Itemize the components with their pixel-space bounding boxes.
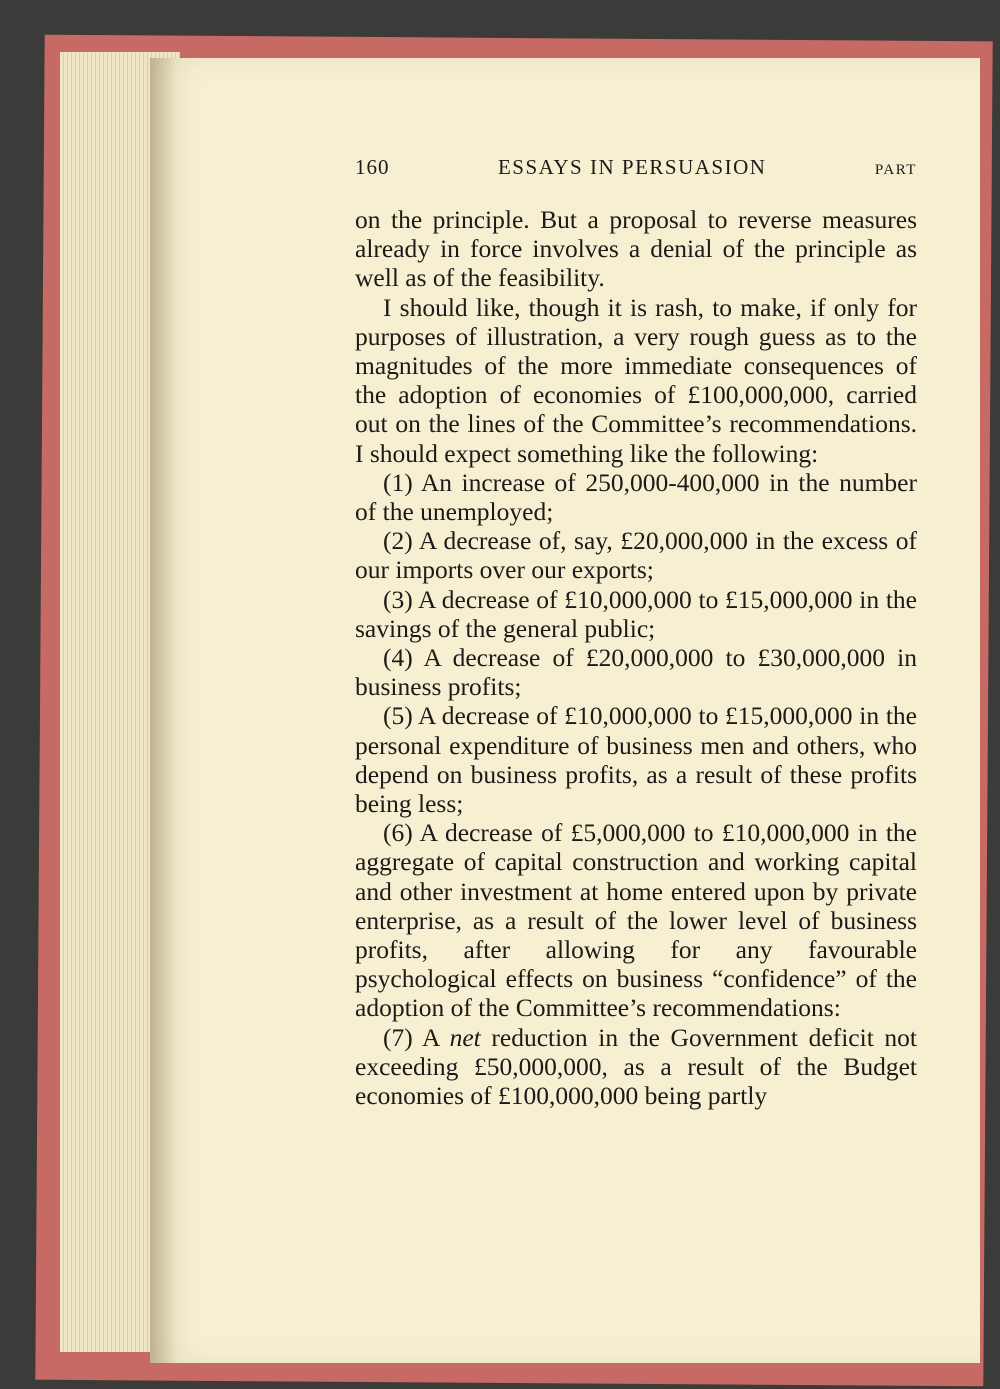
- text-block: [355, 155, 917, 1110]
- list-item-7-lead: (7) A: [383, 1022, 450, 1052]
- section-label: PART: [874, 162, 917, 178]
- list-item-3: (3) A decrease of £10,000,000 to £15,000,000 in the savings of the general public;: [355, 584, 917, 643]
- page-number: 160: [355, 155, 390, 179]
- paragraph-guess: I should like, though it is rash, to make, if only for purposes of illustration, a very rough guess as to the magnitudes of the more immediate consequences of the adoption of economies of £100,000,000, carried out on the lines of the Committee’s recommendations. I should expect something like the following:: [355, 292, 917, 468]
- list-item-7: [355, 1023, 917, 1111]
- list-item-1: (1) An increase of 250,000-400,000 in the number of the unemployed;: [355, 467, 917, 527]
- list-item-7-italic: net: [449, 1022, 481, 1052]
- running-head: ESSAYS IN PERSUASION: [497, 155, 767, 179]
- list-item-6: (6) A decrease of £5,000,000 to £10,000,000 in the aggregate of capital construction and working capital and other investment at home entered upon by private enterprise, as a result of the lower level of business profits, after allowing for any favourable psychological effects on business “confidence” of the adoption of the Committee’s recommendations:: [355, 818, 917, 1023]
- list-item-4: (4) A decrease of £20,000,000 to £30,000,000 in business profits;: [355, 643, 917, 702]
- list-item-7-rest: reduction in the Government deficit not exceeding £50,000,000, as a result of the Budget economies of £100,000,000 being partly: [355, 1022, 917, 1111]
- list-item-2: (2) A decrease of, say, £20,000,000 in the excess of our imports over our exports;: [355, 526, 917, 585]
- page-header: [355, 155, 917, 191]
- page-gutter-shadow: [150, 58, 176, 1363]
- list-item-5: (5) A decrease of £10,000,000 to £15,000,000 in the personal expenditure of business men and others, who depend on business profits, as a result of these profits being less;: [355, 701, 917, 819]
- paragraph-continuation: on the principle. But a proposal to reverse measures already in force involves a denial of the principle as well as of the feasibility.: [355, 205, 917, 293]
